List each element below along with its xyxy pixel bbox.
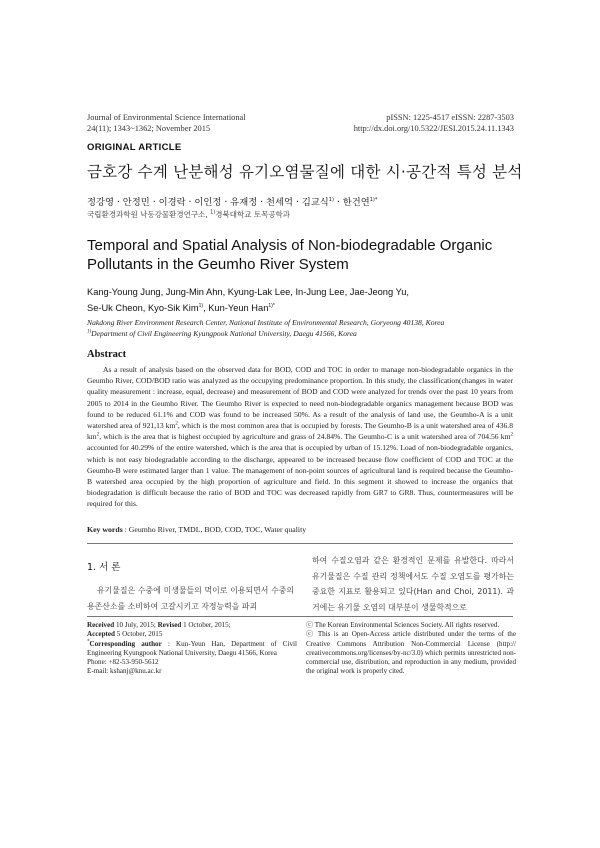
abstract-text-2: , which is the most common area that is occupied by forests. The Geumho-B is a unit watershed area of 436.8 km	[87, 421, 513, 442]
km2-sup-1: 2	[175, 421, 178, 427]
affiliation-1: Nakdong River Environment Research Center, National Institute of Environmental Research, Goryeong 40138, Korea	[87, 318, 445, 327]
phone: Phone: +82-53-950-5612	[87, 658, 159, 667]
korean-affiliation-sup: 1)	[210, 209, 216, 216]
received-label: Received	[87, 621, 115, 629]
abstract-text-4: accounted for 40.29% of the entire watershed, which is the area that is occupied by urban of 15.12%. Load of non-biodegradable organics, which is not easy biodegradable according to the discharge, appeared to be increased because flow coefficient of COD and TOC at the Geumho-B were estimated larger than 1 value. The management of non-point sources of agricultural land is required because the Geumho-B watershed area occupied by the high proportion of agriculture and field. In this segment it showed to increase the organics that biodegradation is difficult because the ratio of BOD and TOC was decreased rapidly from GR7 to GR8. Thus, countermeasures will be required for this.	[87, 443, 513, 509]
km2-sup-3: 2	[510, 432, 513, 438]
english-author-sup: 1)	[198, 302, 204, 309]
korean-affiliation	[87, 209, 290, 220]
korean-author-tail: · 한건연	[333, 197, 370, 208]
section-divider	[87, 543, 513, 544]
abstract-text-3: , which is the area that is highest occupied by agriculture and grass of 24.84%. The Geumho-C is a unit watershed area of 704.56 km	[99, 432, 511, 442]
journal-header-right	[354, 112, 514, 134]
corresponding-author	[87, 640, 297, 659]
affiliation-2: Department of Civil Engineering Kyungpook National University, Daegu 41566, Korea	[91, 328, 357, 338]
accepted-label: Accepted	[87, 630, 115, 639]
affiliation-2-sup: 1)	[87, 328, 92, 334]
english-title: Temporal and Spatial Analysis of Non-biodegradable Organic Pollutants in the Geumho River System	[87, 237, 493, 273]
korean-authors	[87, 194, 377, 208]
affiliation-2-wrap	[87, 329, 527, 340]
footnote-divider	[87, 616, 513, 617]
doi-link[interactable]: http://dx.doi.org/10.5322/JESI.2015.24.11.1343	[353, 124, 514, 133]
abstract-body	[87, 364, 513, 510]
corr-mark: *	[87, 639, 90, 645]
accepted-line	[87, 630, 297, 639]
intro-right-column: 하여 수질오염과 같은 환경적인 문제를 유발한다. 따라서 유기물질은 수질 관리 정책에서도 수질 오염도를 평가하는 중요한 지표로 활용되고 있다(Han and Choi, 2011). 과거에는 유기물 오염의 대부분이 생물학적으로	[312, 556, 514, 613]
article-type-label: ORIGINAL ARTICLE	[87, 142, 182, 153]
footnote-left	[87, 621, 297, 677]
english-author-tail: , Kun-Yeun Han	[203, 303, 269, 313]
english-authors	[87, 284, 527, 316]
accepted-date: 5 October, 2015	[114, 630, 163, 639]
corr-text: : Kun-Yeun Han, Department of Civil Engineering Kyungpook National University, Daegu 41566, Korea	[87, 639, 297, 657]
english-affiliations	[87, 318, 527, 339]
license: ⓒ This is an Open-Access article distributed under the terms of the Creative Commons Attribution Non-Commercial License (http:// creativecommons.org/licenses/by-nc/3.0) which permits unrestricted non-commercial use, distribution, and reproduction in any medium, provided the original work is properly cited.	[306, 630, 516, 676]
english-authors-line1: Kang-Young Jung, Jung-Min Ahn, Kyung-Lak Lee, In-Jung Lee, Jae-Jeong Yu,	[87, 287, 410, 297]
abstract-heading: Abstract	[87, 349, 127, 360]
keywords-list: : Geumho River, TMDL, BOD, COD, TOC, Water quality	[122, 525, 307, 534]
revised-label: Revised	[157, 621, 182, 629]
revised-date: 1 October, 2015;	[181, 621, 231, 629]
korean-corresponding-sup: 1)*	[369, 196, 378, 203]
copyright: ⓒ The Korean Environmental Sciences Society. All rights reserved.	[306, 621, 500, 629]
section-1-title: 1. 서 론	[87, 562, 121, 573]
korean-author-names: 정강영 · 안정민 · 이경락 · 이인정 · 유재정 · 천세억 · 김교식	[87, 197, 329, 208]
received-date: 10 July, 2015;	[114, 621, 158, 629]
journal-name: Journal of Environmental Science International	[87, 113, 246, 122]
keywords-label: Key words	[87, 525, 123, 534]
korean-affiliation-2: 경북대학교 토목공학과	[215, 210, 291, 219]
intro-left-column: 유기물질은 수중에 미생물들의 먹이로 이용되면서 수중의 용존산소를 소비하여 고갈시키고 자정능력을 파괴	[87, 586, 294, 611]
email[interactable]: E-mail: kshanj@knu.ac.kr	[87, 667, 162, 676]
corr-label: Corresponding author	[89, 639, 162, 648]
keywords	[87, 525, 306, 534]
abstract-text-1: As a result of analysis based on the observed data for BOD, COD and TOC in order to manage non-biodegradable organics in the Geumho River, COD/BOD ratio was analyzed as the occupying predominance proportion. In this study, the classification(changes in water quality measurement : increase, equal, decrease) and measurement of BOD and COD were analyzed for trends over the past 10 years from 2005 to 2014 in the Geumho River. The Geumho River is expected to need non-biodegradable organics management because BOD was found to be reduced 61.1% and COD was found to be increased 50%. As a result of the analysis of land use, the Geumho-A is a unit watershed area of 921,13 km	[87, 365, 513, 431]
footnote-right	[306, 621, 516, 677]
english-authors-names: Se-Uk Cheon, Kyo-Sik Kim	[87, 303, 199, 313]
english-authors-line2	[87, 300, 527, 316]
received-revised-line	[87, 621, 297, 630]
korean-author-sup: 1)	[328, 196, 334, 203]
issn: pISSN: 1225-4517 eISSN: 2287-3503	[386, 113, 514, 122]
korean-affiliation-1: 국립환경과학원 낙동강물환경연구소,	[87, 210, 211, 219]
korean-title: 금호강 수계 난분해성 유기오염물질에 대한 시·공간적 특성 분석	[87, 163, 523, 181]
journal-volume: 24(11); 1343~1362; November 2015	[87, 124, 211, 133]
journal-header-left	[87, 112, 246, 134]
english-corresponding-sup: 1)*	[268, 302, 275, 309]
km2-sup-2: 2	[96, 432, 100, 438]
